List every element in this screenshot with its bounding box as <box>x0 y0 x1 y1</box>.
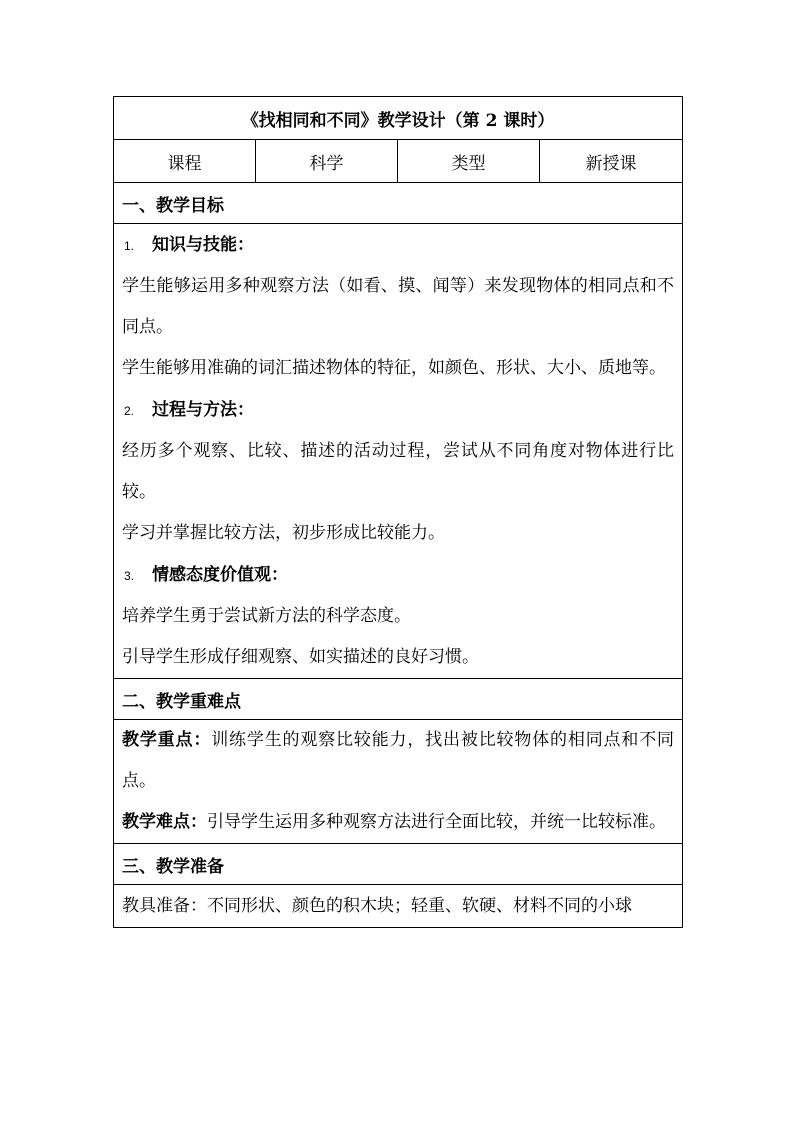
section1-content <box>114 224 683 679</box>
objective-3-paragraph-1: 培养学生勇于尝试新方法的科学态度。 <box>122 606 411 626</box>
course-label: 课程 <box>114 140 256 183</box>
info-row <box>114 140 683 183</box>
objective-3-number: 3. <box>124 569 135 583</box>
course-value: 科学 <box>256 140 398 183</box>
lesson-plan-table <box>113 96 683 928</box>
difficulty-label: 教学难点： <box>122 812 207 832</box>
objective-1-paragraph-1: 学生能够运用多种观察方法（如看、摸、闻等）来发现物体的相同点和不同点。 <box>122 276 675 337</box>
type-value: 新授课 <box>540 140 683 183</box>
key-point-text: 训练学生的观察比较能力，找出被比较物体的相同点和不同点。 <box>122 730 675 791</box>
section3-content-row <box>114 885 683 928</box>
section1-header-row <box>114 183 683 224</box>
objective-1-heading <box>122 224 674 266</box>
section3-header-row <box>114 844 683 885</box>
objective-3-heading <box>122 554 674 596</box>
section1-content-row <box>114 224 683 679</box>
section2-heading: 二、教学重难点 <box>114 679 683 720</box>
document-title: 《找相同和不同》教学设计（第 2 课时） <box>114 97 683 140</box>
difficulty-paragraph <box>122 802 674 843</box>
objective-3-paragraph-2: 引导学生形成仔细观察、如实描述的良好习惯。 <box>122 647 479 667</box>
objective-2-paragraph-1: 经历多个观察、比较、描述的活动过程，尝试从不同角度对物体进行比较。 <box>122 441 675 502</box>
objective-2-paragraph-2: 学习并掌握比较方法，初步形成比较能力。 <box>122 523 445 543</box>
section2-content-row <box>114 720 683 844</box>
prep-text: 教具准备：不同形状、颜色的积木块；轻重、软硬、材料不同的小球 <box>122 896 632 916</box>
objective-2-heading <box>122 389 674 431</box>
section2-content <box>114 720 683 844</box>
section3-heading: 三、教学准备 <box>114 844 683 885</box>
objective-1-title: 知识与技能： <box>152 235 254 255</box>
key-point-label: 教学重点： <box>122 730 212 750</box>
section1-heading: 一、教学目标 <box>114 183 683 224</box>
objective-3-title: 情感态度价值观： <box>152 565 288 585</box>
section2-header-row <box>114 679 683 720</box>
objective-1-number: 1. <box>124 239 135 253</box>
objective-2-number: 2. <box>124 404 135 418</box>
section3-content <box>114 885 683 928</box>
difficulty-text: 引导学生运用多种观察方法进行全面比较，并统一比较标准。 <box>207 812 666 832</box>
key-point-paragraph <box>122 720 674 802</box>
type-label: 类型 <box>398 140 540 183</box>
title-row <box>114 97 683 140</box>
objective-1-paragraph-2: 学生能够用准确的词汇描述物体的特征，如颜色、形状、大小、质地等。 <box>122 358 666 378</box>
objective-2-title: 过程与方法： <box>152 400 254 420</box>
